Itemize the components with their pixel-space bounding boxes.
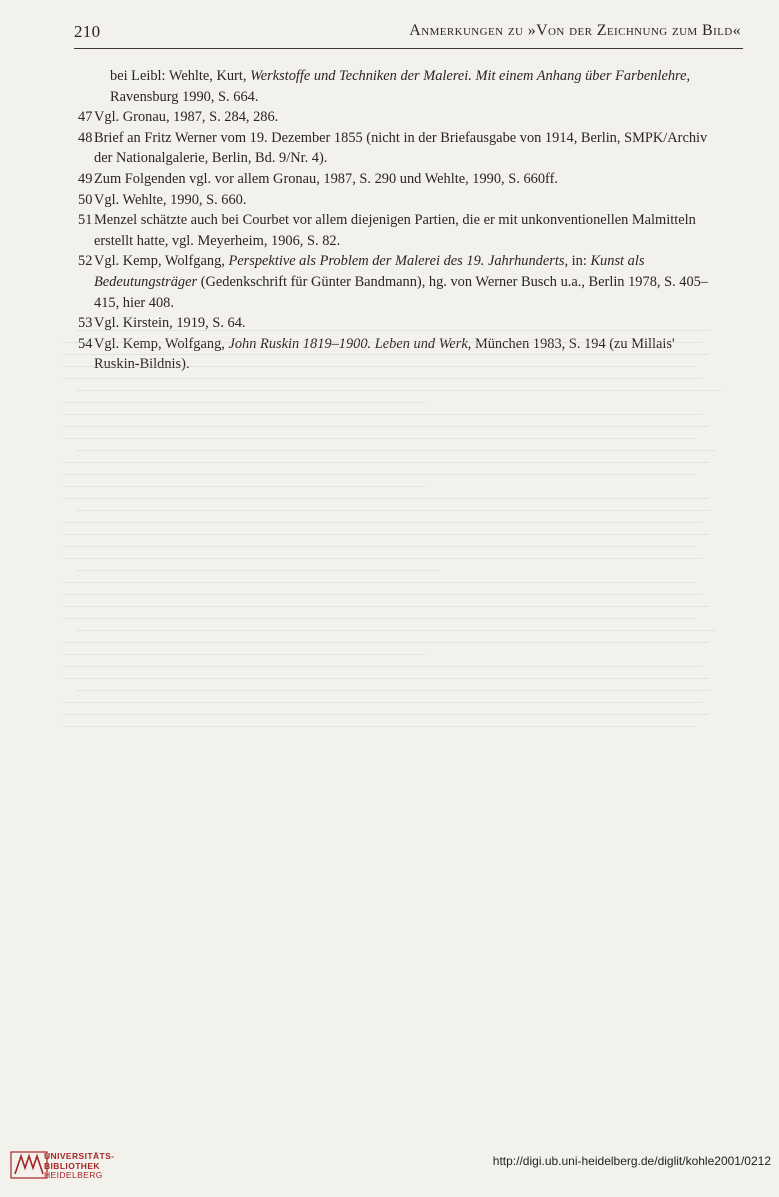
show-through-line: [62, 702, 702, 703]
library-logo-text: UNIVERSITÄTS- BIBLIOTHEK HEIDELBERG: [44, 1151, 115, 1180]
footnote-47: 47 Vgl. Gronau, 1987, S. 284, 286.: [78, 107, 714, 128]
show-through-line: [62, 594, 702, 595]
footnote-51: 51 Menzel schätzte auch bei Courbet vor allem diejenigen Partien, die er mit unkonventionellen Malmitteln erstellt hatte, vgl. Meyerheim, 1906, S. 82.: [78, 210, 714, 251]
running-head: Anmerkungen zu »Von der Zeichnung zum Bild«: [409, 22, 741, 39]
footnote-number: 51: [78, 212, 93, 229]
show-through-line: [76, 570, 439, 571]
show-through-line: [62, 654, 425, 655]
show-through-line: [62, 342, 702, 343]
show-through-line: [62, 558, 702, 559]
footnote-number: 54: [78, 335, 93, 352]
footnote-49: 49 Zum Folgenden vgl. vor allem Gronau, 1987, S. 290 und Wehlte, 1990, S. 660ff.: [78, 169, 714, 190]
footnote-number: 53: [78, 315, 93, 332]
show-through-line: [76, 510, 710, 511]
page-number: 210: [74, 22, 101, 41]
show-through-line: [62, 438, 696, 439]
footnote-number: 47: [78, 109, 93, 126]
show-through-line: [62, 522, 702, 523]
show-through-line: [62, 714, 709, 715]
footnote-number: 48: [78, 129, 93, 146]
show-through-line: [62, 678, 709, 679]
footnote-53: 53 Vgl. Kirstein, 1919, S. 64.: [78, 313, 714, 334]
footnote-52: 52 Vgl. Kemp, Wolfgang, Perspektive als Problem der Malerei des 19. Jahrhunderts, in: Kunst als Bedeutungsträger (Gedenkschrift für Günter Bandmann), hg. von Werner Busch u.a., Berlin 1978, S. 405–415, hier 408.: [78, 251, 714, 313]
show-through-line: [62, 642, 709, 643]
show-through-line: [62, 666, 702, 667]
show-through-line: [62, 618, 696, 619]
show-through-line: [76, 330, 710, 331]
show-through-line: [62, 366, 696, 367]
show-through-line: [62, 402, 425, 403]
footnote-number: 50: [78, 191, 93, 208]
show-through-line: [62, 426, 709, 427]
show-through-line: [62, 486, 425, 487]
show-through-line: [62, 378, 702, 379]
show-through-line: [76, 450, 716, 451]
show-through-line: [62, 726, 696, 727]
show-through-line: [62, 474, 696, 475]
footnote-54: 54 Vgl. Kemp, Wolfgang, John Ruskin 1819–1900. Leben und Werk, München 1983, S. 194 (zu Millais' Ruskin-Bildnis).: [78, 334, 714, 375]
show-through-line: [62, 534, 709, 535]
show-through-line: [62, 498, 709, 499]
show-through-line: [76, 690, 710, 691]
show-through-texture: [62, 320, 722, 1090]
show-through-line: [62, 606, 709, 607]
footnote-number: 49: [78, 170, 93, 187]
footnote-50: 50 Vgl. Wehlte, 1990, S. 660.: [78, 190, 714, 211]
show-through-line: [62, 546, 696, 547]
show-through-line: [62, 414, 702, 415]
header-rule: [74, 48, 743, 49]
footnote-continuation: bei Leibl: Wehlte, Kurt, Werkstoffe und Techniken der Malerei. Mit einem Anhang über Farbenlehre, Ravensburg 1990, S. 664.: [110, 68, 691, 105]
show-through-line: [62, 582, 696, 583]
footer: [0, 1130, 779, 1190]
show-through-line: [62, 462, 709, 463]
show-through-line: [76, 390, 722, 391]
footnote-number: 52: [78, 253, 93, 270]
show-through-line: [76, 630, 716, 631]
footnote-48: 48 Brief an Fritz Werner vom 19. Dezember 1855 (nicht in der Briefausgabe von 1914, Berlin, SMPK/Archiv der Nationalgalerie, Berlin, Bd. 9/Nr. 4).: [78, 128, 714, 169]
source-url[interactable]: http://digi.ub.uni-heidelberg.de/diglit/kohle2001/0212: [492, 1154, 771, 1168]
show-through-line: [62, 354, 709, 355]
